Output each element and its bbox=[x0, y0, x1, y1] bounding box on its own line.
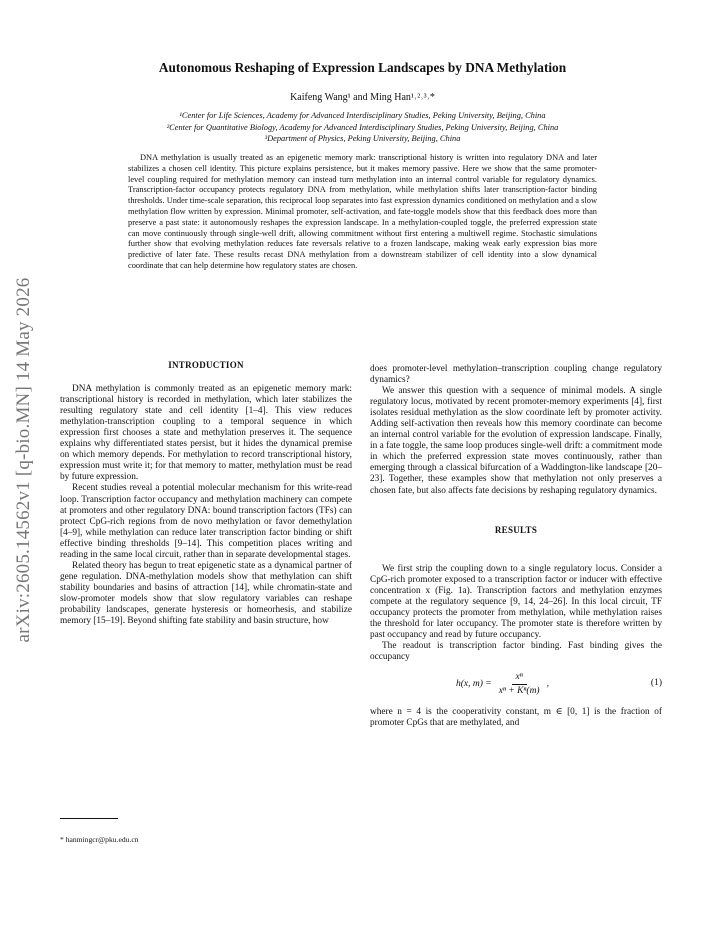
intro-paragraph-3: Related theory has begun to treat epigenetic state as a dynamical partner of gene regulation. DNA-methylation models show that methylation can shift stability boundaries and basins of attraction [14], while chromatin-state and slow-promoter models show that slow regulatory variables can reshape probability landscapes, generate hysteresis or homeorhesis, and stabilize memory [15–19]. Beyond shifting fate stability and basin structure, how bbox=[60, 560, 352, 627]
results-paragraph-1: We first strip the coupling down to a single regulatory locus. Consider a CpG-rich promoter exposed to a transcription factor or inducer with effective concentration x (Fig. 1a). Transcription factors and methylation enzymes compete at the regulatory sequence [9, 14, 24–26]. In this local circuit, TF occupancy protects the promoter from methylation, while methylation raises the threshold for later occupancy. The promoter state is therefore written by past occupancy and read by future occupancy. bbox=[370, 563, 662, 640]
affiliations bbox=[60, 110, 665, 145]
corresponding-author-footnote: * hanmingcr@pku.edu.cn bbox=[60, 835, 139, 844]
section-heading-introduction: INTRODUCTION bbox=[168, 360, 244, 370]
equation-number: (1) bbox=[650, 678, 662, 689]
equation-fraction bbox=[495, 671, 544, 698]
equation-numerator: xⁿ bbox=[512, 671, 527, 685]
right-column bbox=[370, 364, 662, 729]
arxiv-identifier-stamp bbox=[10, 240, 38, 680]
results-paragraph-3: where n = 4 is the cooperativity constant, m ∈ [0, 1] is the fraction of promoter CpGs that are methylated, and bbox=[370, 707, 662, 729]
section-heading-results: RESULTS bbox=[494, 524, 538, 535]
intro-paragraph-1: DNA methylation is commonly treated as an epigenetic memory mark: transcriptional history is recorded in methylation, which later stabilizes the resulting regulatory state and cell identity [1–4]. This view reduces methylation-transcription coupling to a temporal sequence in which expression first chooses a state and methylation preserves it. The sequence explains why differentiated states persist, but it hides the dynamical premise on which memory depends. For methylation to record transcriptional history, expression must write it; for that memory to matter, methylation must be read by future expression. bbox=[60, 384, 352, 483]
intro-paragraph-4: We answer this question with a sequence of minimal models. A single regulatory locus, motivated by recent promoter-memory experiments [4], first isolates residual methylation as the slow coordinate left by promoter activity. Adding self-activation then reveals how this memory coordinate can become an internal control variable for the evolution of expression landscape. Finally, in a fate toggle, the same loop produces single-well drift: a commitment mode in which the preferred expression state moves continuously, rather than emerging through a classical bifurcation of a Waddington-like landscape [20–23]. Together, these examples show that methylation not only preserves a chosen fate, but also affects fate decisions by reshaping regulatory dynamics. bbox=[370, 386, 662, 496]
equation-tail: , bbox=[546, 679, 549, 689]
footnote-rule bbox=[60, 818, 118, 819]
equation-denominator: xⁿ + Kⁿ(m) bbox=[498, 686, 540, 697]
affiliation-3: ³Department of Physics, Peking University, Beijing, China bbox=[264, 134, 461, 143]
equation-lhs: h(x, m) = bbox=[456, 679, 492, 689]
results-paragraph-2: The readout is transcription factor binding. Fast binding gives the occupancy bbox=[370, 640, 662, 662]
affiliation-2: ²Center for Quantitative Biology, Academy for Advanced Interdisciplinary Studies, Peking University, Beijing, China bbox=[166, 122, 559, 132]
affiliation-1: ¹Center for Life Sciences, Academy for Advanced Interdisciplinary Studies, Peking University, Beijing, China bbox=[179, 111, 546, 120]
intro-continuation: does promoter-level methylation–transcription coupling change regulatory dynamics? bbox=[370, 364, 662, 386]
equation-1 bbox=[370, 669, 662, 701]
arxiv-identifier-text: arXiv:2605.14562v1 [q-bio.MN] 14 May 2026 bbox=[13, 277, 34, 643]
author-list: Kaifeng Wang¹ and Ming Han¹˒²˒³˒* bbox=[290, 92, 435, 103]
intro-paragraph-2: Recent studies reveal a potential molecular mechanism for this write-read loop. Transcription factor occupancy and methylation machinery can compete at promoters and other regulatory DNA: bound transcription factors (TFs) can protect CpG-rich regions from de novo methylation or favor demethylation [4–9], while methylation can reduce later transcription factor binding or shift effective binding thresholds [9–14]. This competition places writing and reading in the same local circuit, rather than in separate developmental stages. bbox=[60, 483, 352, 560]
left-column bbox=[60, 360, 352, 627]
paper-title: Autonomous Reshaping of Expression Landscapes by DNA Methylation bbox=[158, 60, 567, 75]
abstract: DNA methylation is usually treated as an epigenetic memory mark: transcriptional history is written into regulatory DNA and later stabilizes a chosen cell identity. This picture explains persistence, but it makes memory passive. Here we show that the same promoter-level coupling required for methylation memory can instead turn methylation into an internal control variable for regulatory dynamics. Transcription-factor occupancy protects regulatory DNA from methylation, while methylation shifts later transcription-factor binding thresholds. Under time-scale separation, this reciprocal loop separates into fast expression dynamics conditioned on methylation and a slow methylation flow written by expression. Minimal promoter, self-activation, and fate-toggle models show that this feedback does more than preserve a past state: it autonomously reshapes the expression landscape. In a methylation-coupled toggle, the preferred expression state can move continuously through single-well drift, allowing commitment without first entering a multiwell regime. Stochastic simulations further show that evolving methylation reduces fate reversals relative to a frozen landscape, making weak early expression bias more predictive of later fate. These results recast DNA methylation from a downstream stabilizer of cell identity into a slow dynamical coordinate that can help determine how regulatory states are chosen. bbox=[128, 153, 597, 270]
